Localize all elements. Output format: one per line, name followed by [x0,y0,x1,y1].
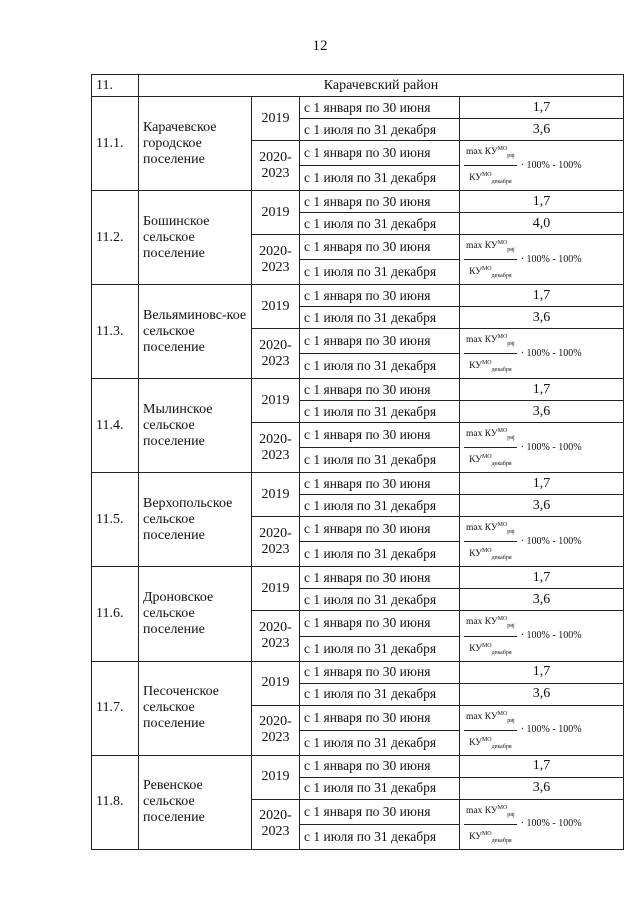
period-second: с 1 июля по 31 декабря [300,777,460,799]
formula-mo-sup-denom: МО [481,642,492,649]
formula-mo-sup: МО [497,616,508,623]
settlement-row [92,473,624,495]
year-second: 2020-2023 [252,141,300,191]
period-first: с 1 января по 30 июня [300,329,460,354]
formula-mo-sup-denom: МО [481,830,492,837]
formula-cell [460,611,624,661]
formula-numerator [464,517,517,542]
period-first: с 1 января по 30 июня [300,141,460,166]
year-second: 2020-2023 [252,611,300,661]
formula-numerator [464,611,517,636]
formula-ku: КУ [484,805,498,816]
formula-numerator [464,800,517,825]
period-second: с 1 июля по 31 декабря [300,589,460,611]
formula-ku-denom: КУ [469,737,482,748]
formula-mo-sup: МО [497,522,508,529]
formula-cell [460,235,624,285]
value-first: 1,7 [460,567,624,589]
period-first: с 1 января по 30 июня [300,285,460,307]
formula-cell [460,423,624,473]
growth-formula [464,611,619,660]
formula-max: max [466,429,483,440]
period-first: с 1 января по 30 июня [300,799,460,824]
formula-mo-sup: МО [497,710,508,717]
year-second: 2020-2023 [252,705,300,755]
settlement-number: 11.2. [92,191,139,285]
value-first: 1,7 [460,473,624,495]
formula-numerator [464,706,517,731]
period-second: с 1 июля по 31 декабря [300,683,460,705]
formula-ku-denom: КУ [469,831,482,842]
formula-ku: КУ [484,335,498,346]
region-header-row [92,75,624,97]
formula-denominator-subscript: декабря [491,837,512,844]
formula-denominator [467,825,514,849]
formula-max: max [466,335,483,346]
period-first: с 1 января по 30 июня [300,379,460,401]
settlement-row [92,567,624,589]
formula-subscript: ряj [507,811,515,818]
page-number: 12 [312,38,328,54]
year-second: 2020-2023 [252,517,300,567]
formula-ku: КУ [484,711,498,722]
period-first: с 1 января по 30 июня [300,473,460,495]
period-second: с 1 июля по 31 декабря [300,401,460,423]
formula-denominator [467,166,514,190]
settlement-number: 11.4. [92,379,139,473]
settlement-row [92,755,624,777]
year-first: 2019 [252,379,300,423]
settlement-row [92,97,624,119]
period-second: с 1 июля по 31 декабря [300,166,460,191]
period-first: с 1 января по 30 июня [300,423,460,448]
value-first: 1,7 [460,379,624,401]
formula-denominator-subscript: декабря [491,555,512,562]
formula-denominator [467,354,514,378]
settlement-row [92,661,624,683]
formula-fraction [464,235,517,284]
formula-ku-denom: КУ [469,267,482,278]
year-second: 2020-2023 [252,799,300,849]
period-second: с 1 июля по 31 декабря [300,448,460,473]
period-second: с 1 июля по 31 декабря [300,730,460,755]
year-second: 2020-2023 [252,329,300,379]
period-first: с 1 января по 30 июня [300,517,460,542]
settlement-name: Вельяминовс-кое сельское поселение [139,285,252,379]
period-second: с 1 июля по 31 декабря [300,119,460,141]
period-second: с 1 июля по 31 декабря [300,260,460,285]
year-second: 2020-2023 [252,235,300,285]
formula-tail: · 100% - 100% [520,818,582,830]
settlement-row [92,285,624,307]
year-first: 2019 [252,191,300,235]
period-second: с 1 июля по 31 декабря [300,824,460,849]
formula-mo-sup: МО [497,240,508,247]
settlement-name: Бошинское сельское поселение [139,191,252,285]
formula-ku: КУ [484,241,498,252]
tariff-schedule-table [91,74,624,850]
year-first: 2019 [252,755,300,799]
formula-fraction [464,141,517,190]
formula-denominator-subscript: декабря [491,743,512,750]
growth-formula [464,329,619,378]
growth-formula [464,235,619,284]
settlement-number: 11.1. [92,97,139,191]
formula-denominator-subscript: декабря [491,461,512,468]
settlement-name: Карачевское городское поселение [139,97,252,191]
value-second: 3,6 [460,495,624,517]
formula-mo-sup-denom: МО [481,454,492,461]
period-first: с 1 января по 30 июня [300,567,460,589]
formula-cell [460,799,624,849]
formula-mo-sup: МО [497,428,508,435]
value-first: 1,7 [460,191,624,213]
formula-numerator [464,141,517,166]
formula-mo-sup-denom: МО [481,266,492,273]
value-first: 1,7 [460,97,624,119]
region-name: Карачевский район [139,75,624,97]
region-number: 11. [92,75,139,97]
period-first: с 1 января по 30 июня [300,191,460,213]
formula-subscript: ряj [507,717,515,724]
formula-ku-denom: КУ [469,643,482,654]
formula-max: max [466,805,483,816]
formula-tail: · 100% - 100% [520,159,582,171]
formula-mo-sup: МО [497,804,508,811]
growth-formula [464,517,619,566]
formula-ku-denom: КУ [469,173,482,184]
formula-max: max [466,241,483,252]
formula-max: max [466,711,483,722]
period-second: с 1 июля по 31 декабря [300,354,460,379]
period-first: с 1 января по 30 июня [300,611,460,636]
formula-cell [460,141,624,191]
settlement-name: Песоченское сельское поселение [139,661,252,755]
value-second: 4,0 [460,213,624,235]
formula-denominator-subscript: декабря [491,179,512,186]
formula-denominator [467,260,514,284]
formula-ku: КУ [484,523,498,534]
settlement-number: 11.8. [92,755,139,849]
growth-formula [464,800,619,849]
formula-tail: · 100% - 100% [520,724,582,736]
settlement-number: 11.7. [92,661,139,755]
formula-tail: · 100% - 100% [520,347,582,359]
formula-cell [460,517,624,567]
period-first: с 1 января по 30 июня [300,235,460,260]
formula-subscript: ряj [507,623,515,630]
period-first: с 1 января по 30 июня [300,705,460,730]
formula-numerator [464,235,517,260]
formula-denominator [467,542,514,566]
formula-ku: КУ [484,147,498,158]
formula-tail: · 100% - 100% [520,253,582,265]
formula-fraction [464,329,517,378]
period-second: с 1 июля по 31 декабря [300,213,460,235]
value-second: 3,6 [460,683,624,705]
formula-denominator [467,731,514,755]
value-second: 3,6 [460,401,624,423]
year-first: 2019 [252,661,300,705]
formula-numerator [464,423,517,448]
growth-formula [464,706,619,755]
formula-max: max [466,523,483,534]
formula-ku: КУ [484,429,498,440]
formula-mo-sup-denom: МО [481,736,492,743]
settlement-name: Мылинское сельское поселение [139,379,252,473]
period-second: с 1 июля по 31 декабря [300,636,460,661]
formula-max: max [466,147,483,158]
formula-cell [460,329,624,379]
formula-fraction [464,517,517,566]
value-first: 1,7 [460,285,624,307]
period-second: с 1 июля по 31 декабря [300,495,460,517]
period-first: с 1 января по 30 июня [300,661,460,683]
formula-numerator [464,329,517,354]
formula-ku-denom: КУ [469,361,482,372]
formula-fraction [464,800,517,849]
value-first: 1,7 [460,661,624,683]
growth-formula [464,141,619,190]
settlement-name: Ревенское сельское поселение [139,755,252,849]
formula-ku: КУ [484,617,498,628]
formula-mo-sup: МО [497,334,508,341]
formula-fraction [464,611,517,660]
period-first: с 1 января по 30 июня [300,755,460,777]
formula-subscript: ряj [507,341,515,348]
formula-ku-denom: КУ [469,549,482,560]
formula-mo-sup-denom: МО [481,360,492,367]
settlement-number: 11.6. [92,567,139,661]
formula-subscript: ряj [507,247,515,254]
settlement-row [92,191,624,213]
value-second: 3,6 [460,307,624,329]
formula-ku-denom: КУ [469,455,482,466]
settlement-name: Дроновское сельское поселение [139,567,252,661]
year-first: 2019 [252,473,300,517]
formula-mo-sup: МО [497,146,508,152]
formula-cell [460,705,624,755]
value-second: 3,6 [460,119,624,141]
formula-mo-sup-denom: МО [481,172,492,179]
formula-denominator-subscript: декабря [491,367,512,374]
formula-max: max [466,617,483,628]
formula-tail: · 100% - 100% [520,441,582,453]
year-first: 2019 [252,97,300,141]
value-second: 3,6 [460,777,624,799]
settlement-name: Верхопольское сельское поселение [139,473,252,567]
formula-subscript: ряj [507,153,515,160]
formula-mo-sup-denom: МО [481,548,492,555]
value-second: 3,6 [460,589,624,611]
formula-denominator [467,637,514,661]
period-second: с 1 июля по 31 декабря [300,542,460,567]
formula-fraction [464,706,517,755]
value-first: 1,7 [460,755,624,777]
year-second: 2020-2023 [252,423,300,473]
period-second: с 1 июля по 31 декабря [300,307,460,329]
formula-tail: · 100% - 100% [520,535,582,547]
year-first: 2019 [252,567,300,611]
formula-denominator-subscript: декабря [491,273,512,280]
year-first: 2019 [252,285,300,329]
formula-fraction [464,423,517,472]
settlement-number: 11.5. [92,473,139,567]
settlement-row [92,379,624,401]
formula-subscript: ряj [507,529,515,536]
formula-denominator [467,448,514,472]
settlement-number: 11.3. [92,285,139,379]
formula-denominator-subscript: декабря [491,649,512,656]
formula-subscript: ряj [507,435,515,442]
growth-formula [464,423,619,472]
formula-tail: · 100% - 100% [520,630,582,642]
period-first: с 1 января по 30 июня [300,97,460,119]
